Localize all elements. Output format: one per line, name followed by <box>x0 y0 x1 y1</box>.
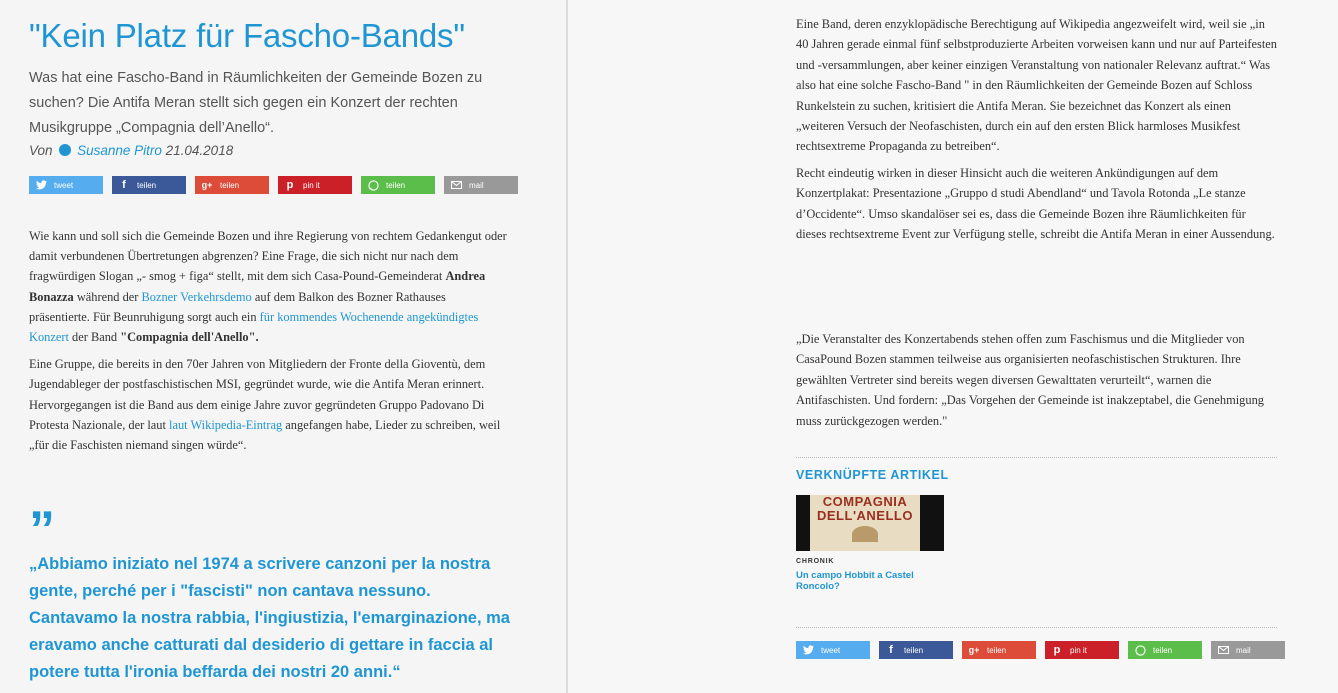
whatsapp-icon <box>367 179 379 191</box>
thumbnail-poster <box>810 495 920 551</box>
share-facebook-label: teilen <box>137 180 157 190</box>
article-body <box>29 226 509 462</box>
byline <box>29 141 233 161</box>
related-articles-heading: VERKNÜPFTE ARTIKEL <box>796 468 949 482</box>
body-text: während der <box>73 289 142 304</box>
twitter-icon <box>802 644 814 656</box>
pinterest-icon: p <box>1053 644 1061 656</box>
share-tweet-button[interactable] <box>796 641 870 659</box>
share-bar-top <box>29 176 518 194</box>
share-gplus-button[interactable] <box>195 176 269 194</box>
quote-mark-icon: ” <box>29 501 55 559</box>
link-verkehrsdemo[interactable]: Bozner Verkehrsdemo <box>141 289 252 304</box>
google-plus-icon: g+ <box>201 180 213 190</box>
body-text: angefangen habe, Lieder zu schreiben, weil „für die Faschisten niemand singen würde“. <box>29 417 501 453</box>
article-title: "Kein Platz für Fascho-Bands" <box>29 17 465 54</box>
article-left-column <box>0 0 566 693</box>
right-paragraph-2: Recht eindeutig wirken in dieser Hinsicht auch die weiteren Ankündigungen auf dem Konzertplakat: Presentazione „Gruppo d studi Abendland“ und Tavola Rotonda „Le stanze d’Occidente“. Umso skandalöser sei es, dass die Gemeinde Bozen ihre Räumlichkeiten für dieses rechtsextreme Event zur Verfügung stelle, schreibt die Antifa Meran in einer Aussendung. <box>796 165 1275 242</box>
share-pinterest-button[interactable] <box>278 176 352 194</box>
share-mail-button[interactable] <box>444 176 518 194</box>
share-tweet-button[interactable] <box>29 176 103 194</box>
share-facebook-label: teilen <box>904 645 924 655</box>
pinterest-icon: p <box>286 179 294 191</box>
related-article-thumbnail[interactable] <box>796 495 944 551</box>
google-plus-icon: g+ <box>968 645 980 655</box>
share-whatsapp-button[interactable] <box>1128 641 1202 659</box>
share-mail-label: mail <box>469 180 484 190</box>
share-whatsapp-label: teilen <box>386 180 406 190</box>
bottom-divider <box>796 627 1277 628</box>
twitter-icon <box>35 179 47 191</box>
body-text: Wie kann und soll sich die Gemeinde Bozen und ihre Regierung von rechtem Gedankengut oder damit verbundenen Übertretungen abgrenzen? Eine Frage, die sich nicht nur nach dem fragwürdigen Slogan „- smog + figa“ stellt, mit dem sich Casa-Pound-Gemeinderat <box>29 229 507 284</box>
share-bar-bottom <box>796 641 1285 659</box>
article-lead: Was hat eine Fascho-Band in Räumlichkeiten der Gemeinde Bozen zu suchen? Die Antifa Meran stellt sich gegen ein Konzert der rechten Musikgruppe „Compagnia dell’Anello“. <box>29 70 483 136</box>
share-pinterest-label: pin it <box>303 180 320 190</box>
author-link[interactable]: Susanne Pitro <box>77 143 162 158</box>
share-gplus-label: teilen <box>987 645 1007 655</box>
share-pinterest-button[interactable] <box>1045 641 1119 659</box>
body-text: auf dem Balkon des Bozner Rathauses präsentierte. Für Beunruhigung sorgt auch ein <box>29 289 446 324</box>
right-text-block-2 <box>796 329 1278 437</box>
mail-icon <box>1217 644 1229 656</box>
share-pinterest-label: pin it <box>1070 645 1087 655</box>
related-divider <box>796 457 1277 458</box>
share-mail-label: mail <box>1236 645 1251 655</box>
facebook-icon: f <box>889 644 893 656</box>
right-paragraph-3: „Die Veranstalter des Konzertabends stehen offen zum Faschismus und die Mitglieder von CasaPound Bozen stammen teilweise aus organisierten neofaschistischen Strukturen. Ihre gewählten Vertreter sind bereits wegen diversen Gewalttaten verurteilt“, warnen die Antifaschisten. Und fordern: „Das Vorgehen der Gemeinde ist inakzeptabel, die Genehmigung muss zurückgezogen werden." <box>796 332 1264 428</box>
mail-icon <box>450 179 462 191</box>
share-whatsapp-button[interactable] <box>361 176 435 194</box>
person-name: Andrea Bonazza <box>29 269 486 304</box>
share-whatsapp-label: teilen <box>1153 645 1173 655</box>
body-text: Eine Gruppe, die bereits in den 70er Jahren von Mitgliedern der Fronte della Gioventù, dem Jugendableger der postfaschistischen MSI, gegründet wurde, wie die Antifa Meran erinnert. Hervorgegangen ist die Band aus dem einige Jahre zuvor gegründeten Gruppo Padovano Di Protesta Nazionale, der laut <box>29 357 486 432</box>
share-facebook-button[interactable] <box>879 641 953 659</box>
body-text: der Band <box>68 330 121 345</box>
share-facebook-button[interactable] <box>112 176 186 194</box>
share-tweet-label: tweet <box>54 180 74 190</box>
thumbnail-text-1: COMPAGNIA <box>822 495 908 509</box>
article-date: 21.04.2018 <box>165 143 234 158</box>
share-mail-button[interactable] <box>1211 641 1285 659</box>
article-right-column <box>568 0 1338 693</box>
right-paragraph-1: Eine Band, deren enzyklopädische Berechtigung auf Wikipedia angezweifelt wird, weil sie „in 40 Jahren gerade einmal fünf selbstproduzierte Arbeiten vorweisen kann und nur auf Parteifesten und -versammlungen, aber keiner einzigen Veranstaltung von nationaler Relevanz auftrat.“ Was also hat eine solche Fascho-Band " in den Räumlichkeiten der Gemeinde Bozen auf Schloss Runkelstein zu suchen, kritisiert die Antifa Meran. Sie bezeichnet das Konzert als einen „weiteren Versuch der Neofaschisten, durch ein auf den ersten Blick harmloses Musikfest rechtsextreme Propaganda zu betreiben“. <box>796 17 1278 154</box>
link-konzert[interactable]: für kommendes Wochenende angekündigtes Konzert <box>29 309 479 345</box>
thumbnail-figure <box>852 526 878 542</box>
facebook-icon: f <box>122 179 126 191</box>
link-wikipedia[interactable]: laut Wikipedia-Eintrag <box>169 417 283 432</box>
right-text-block <box>796 14 1278 250</box>
thumbnail-text-2: DELL'ANELLO <box>817 508 913 523</box>
body-paragraph-2 <box>29 354 509 455</box>
whatsapp-icon <box>1134 644 1146 656</box>
author-avatar[interactable] <box>59 144 71 156</box>
pull-quote: „Abbiamo iniziato nel 1974 a scrivere canzoni per la nostra gente, perché per i "fascisti" non cantava nessuno. Cantavamo la nostra rabbia, l'ingiustizia, l'emarginazione, ma eravamo anche catturati dal desiderio di gettare in faccia al potere tutta l'ironia beffarda dei nostri 20 anni.“ <box>29 555 510 681</box>
related-article-link[interactable]: Un campo Hobbit a Castel Roncolo? <box>796 570 914 592</box>
related-article-category: CHRONIK <box>796 558 835 565</box>
share-tweet-label: tweet <box>821 645 841 655</box>
band-name: "Compagnia dell'Anello". <box>120 330 259 345</box>
byline-prefix: Von <box>29 143 53 158</box>
share-gplus-button[interactable] <box>962 641 1036 659</box>
body-paragraph-1 <box>29 226 509 347</box>
share-gplus-label: teilen <box>220 180 240 190</box>
